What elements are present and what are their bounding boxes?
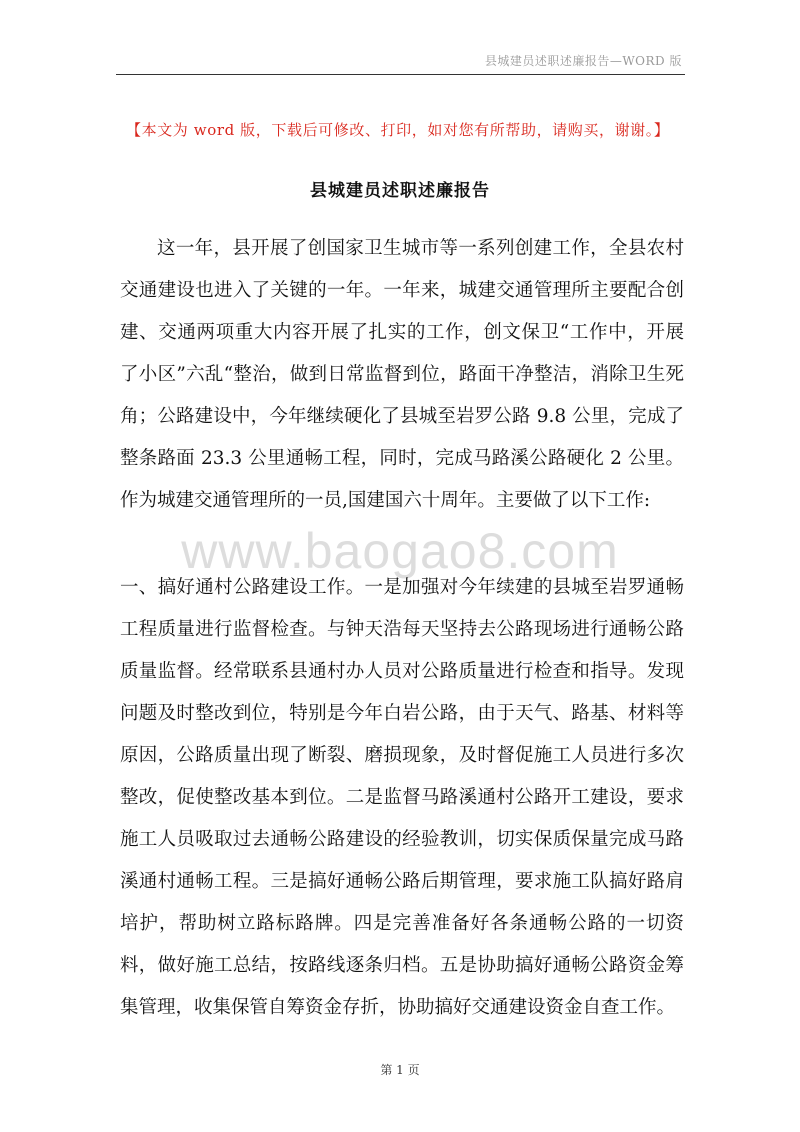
purchase-notice: 【本文为 word 版，下载后可修改、打印，如对您有所帮助，请购买，谢谢。】 [126,121,670,139]
watermark-text: www.baogao8.com [181,523,619,579]
document-title: 县城建员述职述廉报告 [310,181,490,201]
page-number: 第 1 页 [380,1063,420,1077]
running-header: 县城建员述职述廉报告—WORD 版 [484,54,682,68]
header-divider [116,74,685,75]
paragraph-intro: 这一年，县开展了创国家卫生城市等一系列创建工作，全县农村交通建设也进入了关键的一年。一年来，城建交通管理所主要配合创建、交通两项重大内容开展了扎实的工作，创文保卫“工作中，开展了小区”六乱“整治，做到日常监督到位，路面干净整洁，消除卫生死角；公路建设中，今年继续硬化了县城至岩罗公路 9.8 公里，完成了整条路面 23.3 公里通畅工程，同时，完成马路溪公路硬化 2 公里。作为城建交通管理所的一员,国建国六十周年。主要做了以下工作: [120,238,684,511]
paragraph-section-one: 一、搞好通村公路建设工作。一是加强对今年续建的县城至岩罗通畅工程质量进行监督检查。与钟天浩每天坚持去公路现场进行通畅公路质量监督。经常联系县通村办人员对公路质量进行检查和指导。发现问题及时整改到位，特别是今年白岩公路，由于天气、路基、材料等原因，公路质量出现了断裂、磨损现象，及时督促施工人员进行多次整改，促使整改基本到位。二是监督马路溪通村公路开工建设，要求施工人员吸取过去通畅公路建设的经验教训，切实保质保量完成马路溪通村通畅工程。三是搞好通畅公路后期管理，要求施工队搞好路肩培护，帮助树立路标路牌。四是完善准备好各条通畅公路的一切资料，做好施工总结，按路线逐条归档。五是协助搞好通畅公路资金筹集管理，收集保管自筹资金存折，协助搞好交通建设资金自查工作。 [120,577,684,1018]
